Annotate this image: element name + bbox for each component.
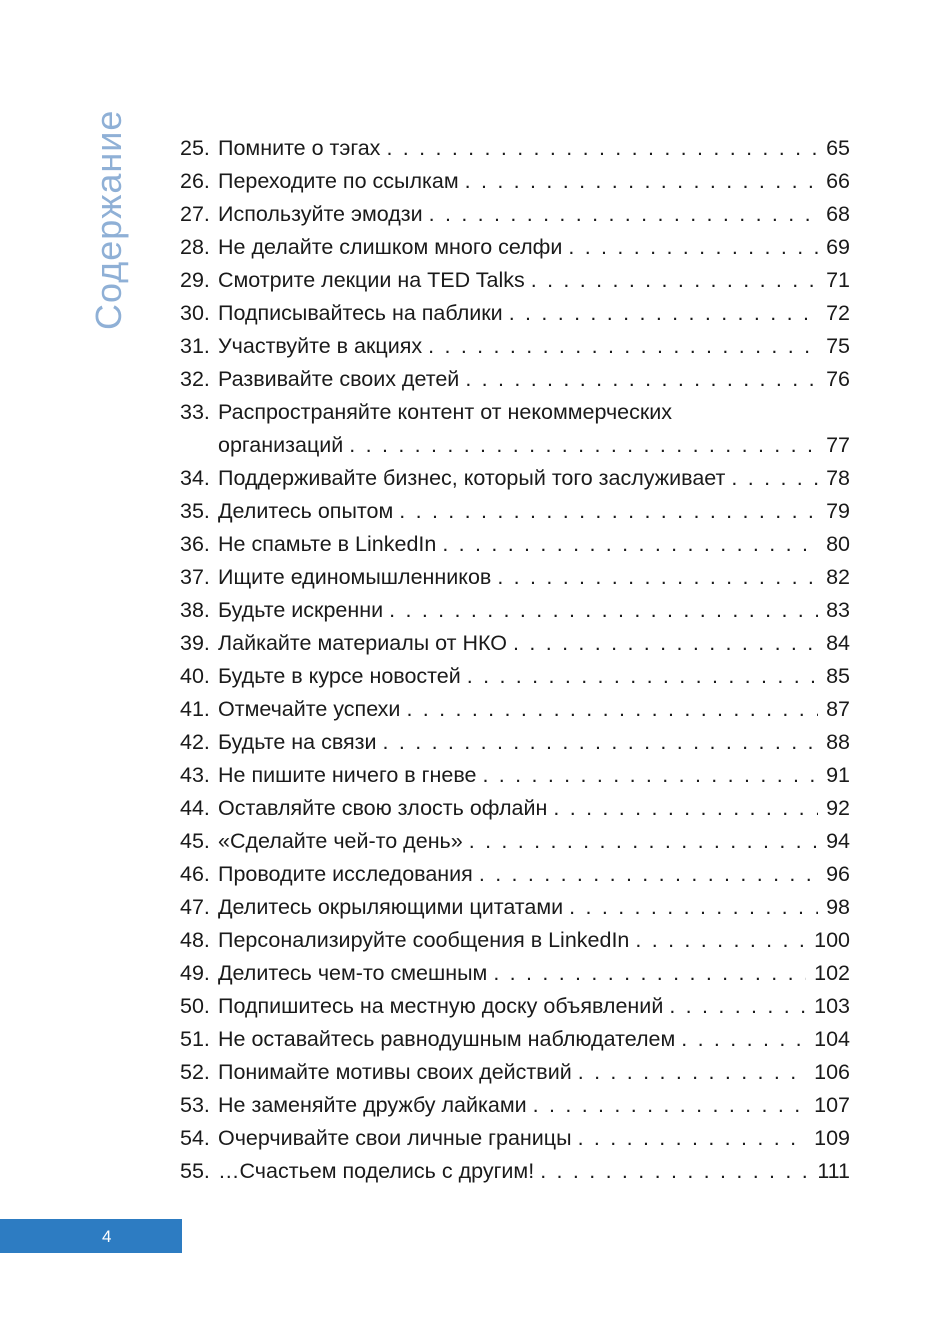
toc-entry-title: Не заменяйте дружбу лайками bbox=[218, 1089, 533, 1122]
toc-entry-number: 55. bbox=[180, 1159, 210, 1183]
toc-entry[interactable] bbox=[180, 1089, 850, 1122]
toc-entry-page: 78 bbox=[826, 466, 850, 490]
toc-leader-dots bbox=[406, 693, 818, 726]
toc-leader-dots bbox=[383, 726, 819, 759]
toc-entry-page: 102 bbox=[814, 961, 850, 985]
toc-leader-dots bbox=[479, 858, 818, 891]
toc-entry-page: 98 bbox=[826, 895, 850, 919]
toc-leader-dots bbox=[442, 528, 818, 561]
toc-leader-dots bbox=[386, 132, 818, 165]
toc-entry-page: 76 bbox=[826, 367, 850, 391]
toc-entry-title: Не пишите ничего в гневе bbox=[218, 759, 482, 792]
toc-entry-page: 109 bbox=[814, 1126, 850, 1150]
toc-entry-page: 106 bbox=[814, 1060, 850, 1084]
toc-entry-number: 53. bbox=[180, 1093, 210, 1117]
toc-leader-dots bbox=[669, 990, 806, 1023]
toc-leader-dots bbox=[731, 462, 818, 495]
toc-entry-title: Не спамьте в LinkedIn bbox=[218, 528, 442, 561]
toc-entry-title: Подпишитесь на местную доску объявлений bbox=[218, 990, 669, 1023]
toc-entry-number: 33. bbox=[180, 400, 210, 424]
toc-entry-title: Помните о тэгах bbox=[218, 132, 386, 165]
toc-entry-page: 94 bbox=[826, 829, 850, 853]
toc-entry-page: 79 bbox=[826, 499, 850, 523]
toc-leader-dots bbox=[482, 759, 818, 792]
toc-entry[interactable] bbox=[180, 1056, 850, 1089]
toc-entry[interactable] bbox=[180, 396, 850, 429]
toc-entry-title-continued: организаций bbox=[218, 429, 349, 462]
toc-entry-title: Делитесь чем-то смешным bbox=[218, 957, 493, 990]
toc-entry-page: 91 bbox=[826, 763, 850, 787]
toc-entry[interactable] bbox=[180, 231, 850, 264]
toc-entry-title: Участвуйте в акциях bbox=[218, 330, 428, 363]
toc-entry[interactable] bbox=[180, 132, 850, 165]
toc-entry-title: Будьте искренни bbox=[218, 594, 389, 627]
toc-entry-number: 26. bbox=[180, 169, 210, 193]
toc-entry[interactable] bbox=[180, 825, 850, 858]
toc-entry-number: 48. bbox=[180, 928, 210, 952]
toc-leader-dots bbox=[553, 792, 818, 825]
toc-entry-page: 66 bbox=[826, 169, 850, 193]
toc-entry-page: 72 bbox=[826, 301, 850, 325]
toc-entry-number: 37. bbox=[180, 565, 210, 589]
toc-entry-title: Смотрите лекции на TED Talks bbox=[218, 264, 531, 297]
toc-entry-title: Персонализируйте сообщения в LinkedIn bbox=[218, 924, 635, 957]
section-title-vertical: Содержание bbox=[88, 109, 129, 330]
toc-entry-number: 45. bbox=[180, 829, 210, 853]
toc-leader-dots bbox=[399, 495, 818, 528]
toc-entry[interactable] bbox=[180, 891, 850, 924]
toc-entry-number: 43. bbox=[180, 763, 210, 787]
toc-entry-page: 111 bbox=[817, 1159, 850, 1183]
toc-entry[interactable] bbox=[180, 924, 850, 957]
toc-leader-dots bbox=[465, 363, 818, 396]
page-number: 4 bbox=[102, 1227, 112, 1246]
toc-entry[interactable] bbox=[180, 297, 850, 330]
toc-entry[interactable] bbox=[180, 594, 850, 627]
toc-leader-dots bbox=[531, 264, 818, 297]
toc-leader-dots bbox=[681, 1023, 806, 1056]
toc-leader-dots bbox=[467, 660, 818, 693]
toc-entry-number: 39. bbox=[180, 631, 210, 655]
toc-entry[interactable] bbox=[180, 1122, 850, 1155]
toc-entry[interactable] bbox=[180, 627, 850, 660]
toc-entry-title: Делитесь окрыляющими цитатами bbox=[218, 891, 569, 924]
toc-entry[interactable] bbox=[180, 858, 850, 891]
toc-entry-title: Не делайте слишком много селфи bbox=[218, 231, 568, 264]
toc-entry-number: 54. bbox=[180, 1126, 210, 1150]
toc-entry-number: 51. bbox=[180, 1027, 210, 1051]
toc-entry-number: 32. bbox=[180, 367, 210, 391]
toc-leader-dots bbox=[469, 825, 818, 858]
toc-entry-title: Очерчивайте свои личные границы bbox=[218, 1122, 578, 1155]
toc-entry-title: Распространяйте контент от некоммерческих bbox=[218, 396, 678, 429]
toc-entry-page: 80 bbox=[826, 532, 850, 556]
toc-entry-page: 84 bbox=[826, 631, 850, 655]
toc-entry-number: 36. bbox=[180, 532, 210, 556]
toc-entry-title: Лайкайте материалы от НКО bbox=[218, 627, 513, 660]
toc-leader-dots bbox=[578, 1122, 807, 1155]
toc-entry-number: 38. bbox=[180, 598, 210, 622]
toc-leader-dots bbox=[568, 231, 818, 264]
toc-entry-number: 29. bbox=[180, 268, 210, 292]
toc-entry[interactable] bbox=[180, 561, 850, 594]
toc-entry-number: 41. bbox=[180, 697, 210, 721]
toc-entry-title: Делитесь опытом bbox=[218, 495, 399, 528]
toc-entry-page: 103 bbox=[814, 994, 850, 1018]
toc-leader-dots bbox=[429, 198, 818, 231]
toc-entry[interactable] bbox=[180, 165, 850, 198]
toc-entry-number: 49. bbox=[180, 961, 210, 985]
toc-entry-page: 71 bbox=[826, 268, 850, 292]
toc-entry[interactable] bbox=[180, 363, 850, 396]
toc-entry-title: Понимайте мотивы своих действий bbox=[218, 1056, 578, 1089]
toc-leader-dots bbox=[428, 330, 818, 363]
toc-leader-dots bbox=[635, 924, 806, 957]
toc-entry-number: 52. bbox=[180, 1060, 210, 1084]
toc-entry-number: 31. bbox=[180, 334, 210, 358]
toc-entry-number: 35. bbox=[180, 499, 210, 523]
toc-leader-dots bbox=[349, 429, 818, 462]
toc-leader-dots bbox=[569, 891, 818, 924]
toc-entry-title: Будьте на связи bbox=[218, 726, 383, 759]
toc-entry[interactable] bbox=[180, 990, 850, 1023]
toc-entry-page: 88 bbox=[826, 730, 850, 754]
toc-entry-page: 96 bbox=[826, 862, 850, 886]
toc-entry-title: «Сделайте чей-то день» bbox=[218, 825, 469, 858]
toc-entry-number: 27. bbox=[180, 202, 210, 226]
toc-entry-page: 82 bbox=[826, 565, 850, 589]
toc-leader-dots bbox=[513, 627, 818, 660]
toc-entry[interactable] bbox=[180, 264, 850, 297]
toc-entry[interactable] bbox=[180, 330, 850, 363]
toc-entry-title: Проводите исследования bbox=[218, 858, 479, 891]
toc-entry-number: 28. bbox=[180, 235, 210, 259]
toc-entry-page: 104 bbox=[814, 1027, 850, 1051]
toc-leader-dots bbox=[465, 165, 818, 198]
toc-entry-number: 34. bbox=[180, 466, 210, 490]
toc-entry-title: …Счастьем поделись с другим! bbox=[218, 1155, 540, 1188]
toc-entry-title: Используйте эмодзи bbox=[218, 198, 429, 231]
toc-entry[interactable] bbox=[180, 726, 850, 759]
toc-leader-dots bbox=[533, 1089, 806, 1122]
toc-leader-dots bbox=[540, 1155, 809, 1188]
toc-entry-page: 77 bbox=[826, 433, 850, 457]
toc-entry-number: 50. bbox=[180, 994, 210, 1018]
toc-entry-page: 83 bbox=[826, 598, 850, 622]
toc-entry[interactable] bbox=[180, 1155, 850, 1188]
toc-entry-page: 85 bbox=[826, 664, 850, 688]
toc-entry[interactable] bbox=[180, 759, 850, 792]
toc-entry-continuation[interactable] bbox=[180, 429, 850, 462]
toc-leader-dots bbox=[389, 594, 818, 627]
toc-entry[interactable] bbox=[180, 462, 850, 495]
toc-entry[interactable] bbox=[180, 198, 850, 231]
toc-entry[interactable] bbox=[180, 660, 850, 693]
toc-entry-number: 30. bbox=[180, 301, 210, 325]
toc-entry-title: Развивайте своих детей bbox=[218, 363, 465, 396]
toc-entry-title: Оставляйте свою злость офлайн bbox=[218, 792, 553, 825]
toc-entry-page: 68 bbox=[826, 202, 850, 226]
toc-entry[interactable] bbox=[180, 957, 850, 990]
toc-entry-title: Поддерживайте бизнес, который того заслуживает bbox=[218, 462, 731, 495]
toc-entry-title: Будьте в курсе новостей bbox=[218, 660, 467, 693]
toc-entry[interactable] bbox=[180, 1023, 850, 1056]
toc-entry-page: 69 bbox=[826, 235, 850, 259]
toc-entry-title: Ищите единомышленников bbox=[218, 561, 497, 594]
toc-leader-dots bbox=[497, 561, 818, 594]
toc-entry[interactable] bbox=[180, 693, 850, 726]
toc-entry[interactable] bbox=[180, 495, 850, 528]
toc-entry-number: 25. bbox=[180, 136, 210, 160]
toc-entry-page: 100 bbox=[814, 928, 850, 952]
page-number-tab bbox=[0, 1219, 182, 1253]
toc-entry-number: 40. bbox=[180, 664, 210, 688]
toc-entry-title: Не оставайтесь равнодушным наблюдателем bbox=[218, 1023, 681, 1056]
toc-entry-page: 75 bbox=[826, 334, 850, 358]
toc-entry-page: 87 bbox=[826, 697, 850, 721]
toc-entry-number: 46. bbox=[180, 862, 210, 886]
toc-entry-number: 44. bbox=[180, 796, 210, 820]
toc-leader-dots bbox=[509, 297, 818, 330]
toc-leader-dots bbox=[578, 1056, 806, 1089]
toc-leader-dots bbox=[493, 957, 806, 990]
toc-entry[interactable] bbox=[180, 528, 850, 561]
toc-entry-page: 107 bbox=[814, 1093, 850, 1117]
toc-entry-number: 42. bbox=[180, 730, 210, 754]
toc-entry-title: Отмечайте успехи bbox=[218, 693, 406, 726]
table-of-contents bbox=[180, 132, 850, 1188]
toc-entry[interactable] bbox=[180, 792, 850, 825]
toc-entry-title: Переходите по ссылкам bbox=[218, 165, 465, 198]
toc-entry-page: 92 bbox=[826, 796, 850, 820]
toc-entry-title: Подписывайтесь на паблики bbox=[218, 297, 509, 330]
toc-entry-page: 65 bbox=[826, 136, 850, 160]
toc-entry-number: 47. bbox=[180, 895, 210, 919]
